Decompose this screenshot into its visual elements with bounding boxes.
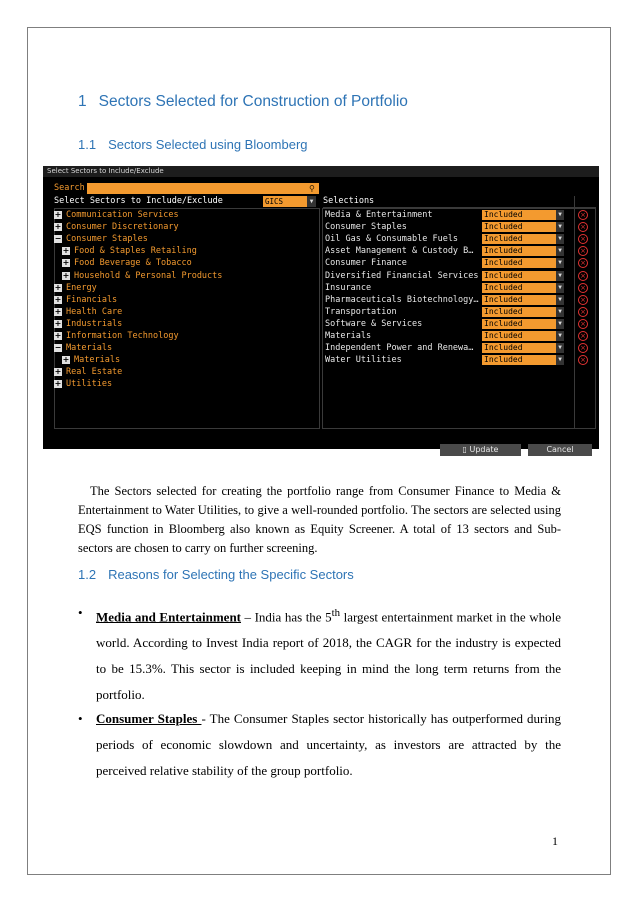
- tree-item[interactable]: [54, 209, 179, 221]
- expand-icon[interactable]: +: [62, 270, 70, 280]
- remove-icon[interactable]: ×: [578, 210, 588, 220]
- bullet-icon: •: [78, 605, 83, 620]
- search-icon[interactable]: ⚲: [309, 184, 315, 193]
- collapse-icon[interactable]: −: [54, 234, 62, 244]
- selection-name: Consumer Finance: [325, 258, 407, 269]
- tree-item-label: Food & Staples Retailing: [74, 246, 197, 257]
- expand-icon[interactable]: +: [54, 379, 62, 389]
- inclusion-select[interactable]: Included: [482, 222, 564, 232]
- tree-item-label: Materials: [74, 355, 121, 366]
- selection-name: Insurance: [325, 282, 372, 293]
- inclusion-select[interactable]: Included: [482, 283, 564, 293]
- remove-icon[interactable]: ×: [578, 258, 588, 268]
- selection-row: [325, 282, 595, 294]
- selection-row: [325, 233, 595, 245]
- remove-icon[interactable]: ×: [578, 295, 588, 305]
- inclusion-select[interactable]: Included: [482, 258, 564, 268]
- selection-row: [325, 318, 595, 330]
- expand-icon[interactable]: +: [54, 306, 62, 316]
- bullet-body-cont: largest entertainment market in the whole world. According to Invest India report of 2018, the CAGR for the industry is expected to be 15.3%. This sector is included keeping in mind the long term returns from the portfolio.: [96, 609, 561, 703]
- expand-icon[interactable]: +: [62, 355, 70, 365]
- tree-item[interactable]: [54, 366, 122, 378]
- tree-item-label: Health Care: [66, 306, 123, 317]
- selection-row: [325, 354, 595, 366]
- heading-text: Sectors Selected using Bloomberg: [108, 137, 308, 152]
- tree-item[interactable]: [54, 294, 117, 306]
- remove-icon[interactable]: ×: [578, 222, 588, 232]
- inclusion-select[interactable]: Included: [482, 307, 564, 317]
- expand-icon[interactable]: +: [54, 331, 62, 340]
- selection-name: Oil Gas & Consumable Fuels: [325, 234, 459, 245]
- tree-item[interactable]: [54, 342, 112, 354]
- inclusion-select[interactable]: Included: [482, 295, 564, 305]
- selection-name: Pharmaceuticals Biotechnology…: [325, 294, 479, 305]
- expand-icon[interactable]: +: [54, 367, 62, 377]
- heading-number: 1.1: [78, 137, 97, 152]
- chevron-down-icon[interactable]: ▼: [556, 295, 564, 305]
- selection-row: [325, 221, 595, 233]
- selection-row: [325, 257, 595, 269]
- classification-select[interactable]: GICS: [263, 196, 316, 207]
- chevron-down-icon[interactable]: ▼: [556, 246, 564, 256]
- bullet-body: – India has the 5: [241, 609, 332, 625]
- tree-item-label: Food Beverage & Tobacco: [74, 258, 192, 269]
- search-label: Search: [54, 183, 85, 193]
- chevron-down-icon[interactable]: ▼: [307, 196, 316, 207]
- selection-name: Materials: [325, 331, 372, 341]
- tree-item[interactable]: [54, 282, 97, 294]
- chevron-down-icon[interactable]: ▼: [556, 271, 564, 281]
- tree-item-label: Consumer Discretionary: [66, 222, 179, 233]
- tree-item-label: Financials: [66, 294, 118, 305]
- remove-icon[interactable]: ×: [578, 283, 588, 293]
- remove-icon[interactable]: ×: [578, 271, 588, 281]
- expand-icon[interactable]: +: [54, 222, 62, 232]
- expand-icon[interactable]: +: [62, 246, 70, 256]
- bullet-term: Media and Entertainment: [96, 609, 242, 625]
- inclusion-select[interactable]: Included: [482, 246, 564, 256]
- tree-item-label: Energy: [66, 282, 97, 293]
- tree-item-label: Industrials: [66, 318, 123, 329]
- page-number: 1: [552, 834, 558, 848]
- chevron-down-icon[interactable]: ▼: [556, 258, 564, 268]
- chevron-down-icon[interactable]: ▼: [556, 331, 564, 341]
- window-title: Select Sectors to Include/Exclude: [43, 166, 599, 177]
- heading-reasons: [78, 567, 354, 582]
- tree-item[interactable]: [54, 330, 179, 342]
- chevron-down-icon[interactable]: ▼: [556, 210, 564, 220]
- remove-icon[interactable]: ×: [578, 343, 588, 353]
- tree-item-label: Utilities: [66, 379, 113, 390]
- selections-header: Selections: [323, 196, 596, 208]
- remove-icon[interactable]: ×: [578, 234, 588, 244]
- expand-icon[interactable]: +: [54, 210, 62, 219]
- chevron-down-icon[interactable]: ▼: [556, 234, 564, 244]
- remove-icon[interactable]: ×: [578, 319, 588, 329]
- remove-icon[interactable]: ×: [578, 331, 588, 341]
- bloomberg-sector-selector: [43, 166, 599, 454]
- sector-list-header: Select Sectors to Include/Exclude: [54, 196, 223, 206]
- intro-paragraph: The Sectors selected for creating the portfolio range from Consumer Finance to Media & Entertainment to Water Utilities, to give a well-rounded portfolio. The sectors are selected using EQS function in Bloomberg also known as Equity Screener. A total of 13 sectors and Sub-sectors are chosen to carry on further screening.: [78, 484, 561, 555]
- tree-item-label: Household & Personal Products: [74, 270, 223, 281]
- inclusion-select[interactable]: Included: [482, 355, 564, 365]
- expand-icon[interactable]: +: [54, 282, 62, 292]
- tree-item[interactable]: [62, 245, 197, 257]
- chevron-down-icon[interactable]: ▼: [556, 283, 564, 293]
- selection-name: Water Utilities: [325, 355, 402, 366]
- heading-number: 1: [78, 93, 87, 110]
- expand-icon[interactable]: +: [54, 318, 62, 328]
- selection-name: Software & Services: [325, 318, 423, 329]
- chevron-down-icon[interactable]: ▼: [556, 307, 564, 317]
- inclusion-select[interactable]: Included: [482, 271, 564, 281]
- remove-icon[interactable]: ×: [578, 246, 588, 256]
- chevron-down-icon[interactable]: ▼: [556, 343, 564, 353]
- selection-row: [325, 245, 595, 257]
- update-button[interactable]: ▯ Update: [440, 444, 521, 456]
- selection-name: Independent Power and Renewa…: [325, 343, 474, 354]
- bullet-icon: •: [78, 711, 83, 726]
- selector-body: [51, 181, 596, 454]
- tree-item[interactable]: [62, 257, 192, 269]
- tree-item-label: Consumer Staples: [66, 234, 148, 245]
- selection-row: [325, 306, 595, 318]
- tree-item-label: Materials: [66, 343, 113, 354]
- tree-item-label: Communication Services: [66, 210, 179, 220]
- selection-name: Transportation: [325, 306, 397, 317]
- chevron-down-icon[interactable]: ▼: [556, 355, 564, 365]
- collapse-icon[interactable]: −: [54, 343, 62, 353]
- heading-text: Sectors Selected for Construction of Portfolio: [98, 93, 408, 110]
- expand-icon[interactable]: +: [62, 258, 70, 268]
- heading-number: 1.2: [78, 567, 97, 582]
- selection-name: Media & Entertainment: [325, 210, 433, 220]
- inclusion-select[interactable]: Included: [482, 331, 564, 341]
- selection-row: [325, 342, 595, 354]
- selection-row: [325, 270, 595, 282]
- tree-item[interactable]: [62, 354, 120, 366]
- search-input[interactable]: [87, 183, 319, 194]
- tree-item-label: Real Estate: [66, 367, 123, 378]
- tree-item[interactable]: [62, 270, 222, 282]
- bullet-text: [96, 706, 561, 784]
- cancel-button[interactable]: Cancel: [528, 444, 592, 456]
- selection-name: Asset Management & Custody B…: [325, 246, 474, 257]
- selection-name: Diversified Financial Services: [325, 270, 479, 281]
- tree-item[interactable]: [54, 306, 122, 318]
- chevron-down-icon[interactable]: ▼: [556, 319, 564, 329]
- selection-name: Consumer Staples: [325, 222, 407, 233]
- expand-icon[interactable]: +: [54, 294, 62, 304]
- bullet-text: [96, 600, 561, 708]
- heading-sectors-selected: [78, 93, 408, 111]
- selection-row: [325, 330, 595, 342]
- bullet-body: - The Consumer Staples sector historically has outperformed during periods of economic slowdown and uncertainty, as investors are attracted by the perceived relative stability of the group portfolio.: [96, 711, 561, 778]
- tree-item-label: Information Technology: [66, 331, 179, 341]
- inclusion-select[interactable]: Included: [482, 210, 564, 220]
- tree-item[interactable]: [54, 233, 148, 245]
- heading-text: Reasons for Selecting the Specific Sectors: [108, 567, 354, 582]
- bullet-term: Consumer Staples: [96, 711, 202, 726]
- chevron-down-icon[interactable]: ▼: [556, 222, 564, 232]
- heading-sectors-bloomberg: [78, 137, 308, 152]
- selection-row: [325, 294, 595, 306]
- tree-item[interactable]: [54, 221, 179, 233]
- tree-item[interactable]: [54, 318, 122, 330]
- inclusion-select[interactable]: Included: [482, 319, 564, 329]
- remove-icon[interactable]: ×: [578, 307, 588, 317]
- superscript: th: [331, 607, 341, 619]
- selection-row: [325, 209, 595, 221]
- inclusion-select[interactable]: Included: [482, 234, 564, 244]
- tree-item[interactable]: [54, 378, 112, 390]
- inclusion-select[interactable]: Included: [482, 343, 564, 353]
- remove-icon[interactable]: ×: [578, 355, 588, 365]
